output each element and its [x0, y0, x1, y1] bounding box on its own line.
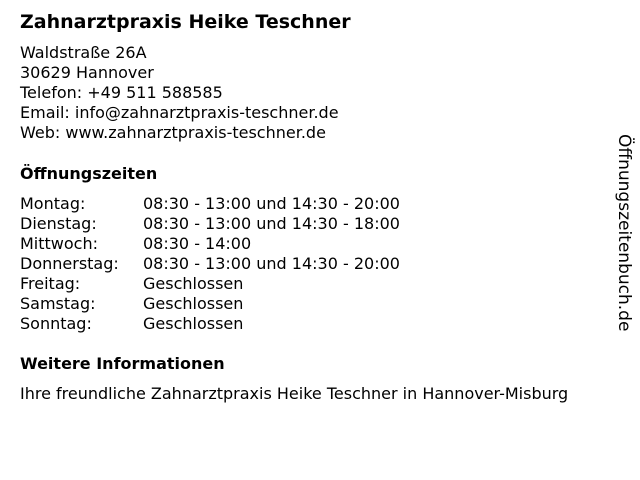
hours-row-friday: [20, 274, 400, 294]
hours-value: Geschlossen: [143, 294, 244, 313]
day-label: Freitag:: [20, 274, 81, 293]
hours-row-saturday: [20, 294, 400, 314]
page-title: Zahnarztpraxis Heike Teschner: [20, 11, 351, 33]
day-label: Sonntag:: [20, 314, 92, 333]
hours-row-wednesday: [20, 234, 400, 254]
phone-number: Telefon: +49 511 588585: [20, 83, 223, 102]
opening-hours-heading: Öffnungszeiten: [20, 164, 158, 183]
more-info-text: Ihre freundliche Zahnarztpraxis Heike Teschner in Hannover-Misburg: [20, 384, 569, 403]
hours-value: Geschlossen: [143, 274, 244, 293]
email-address: Email: info@zahnarztpraxis-teschner.de: [20, 103, 339, 122]
hours-row-thursday: [20, 254, 400, 274]
hours-row-sunday: [20, 314, 400, 334]
hours-value: 08:30 - 14:00: [143, 234, 252, 253]
day-label: Montag:: [20, 194, 86, 213]
day-label: Mittwoch:: [20, 234, 98, 253]
hours-value: 08:30 - 13:00 und 14:30 - 18:00: [143, 214, 400, 233]
day-label: Donnerstag:: [20, 254, 119, 273]
city-address: 30629 Hannover: [20, 63, 154, 82]
website-address: Web: www.zahnarztpraxis-teschner.de: [20, 123, 326, 142]
hours-row-monday: [20, 194, 400, 214]
more-info-heading: Weitere Informationen: [20, 354, 225, 373]
street-address: Waldstraße 26A: [20, 43, 147, 62]
opening-hours-table: [20, 194, 400, 334]
hours-value: Geschlossen: [143, 314, 244, 333]
day-label: Samstag:: [20, 294, 96, 313]
contact-block: [20, 43, 339, 143]
hours-row-tuesday: [20, 214, 400, 234]
side-brand-label: Öffnungszeitenbuch.de: [614, 134, 634, 332]
day-label: Dienstag:: [20, 214, 97, 233]
hours-value: 08:30 - 13:00 und 14:30 - 20:00: [143, 194, 400, 213]
hours-value: 08:30 - 13:00 und 14:30 - 20:00: [143, 254, 400, 273]
